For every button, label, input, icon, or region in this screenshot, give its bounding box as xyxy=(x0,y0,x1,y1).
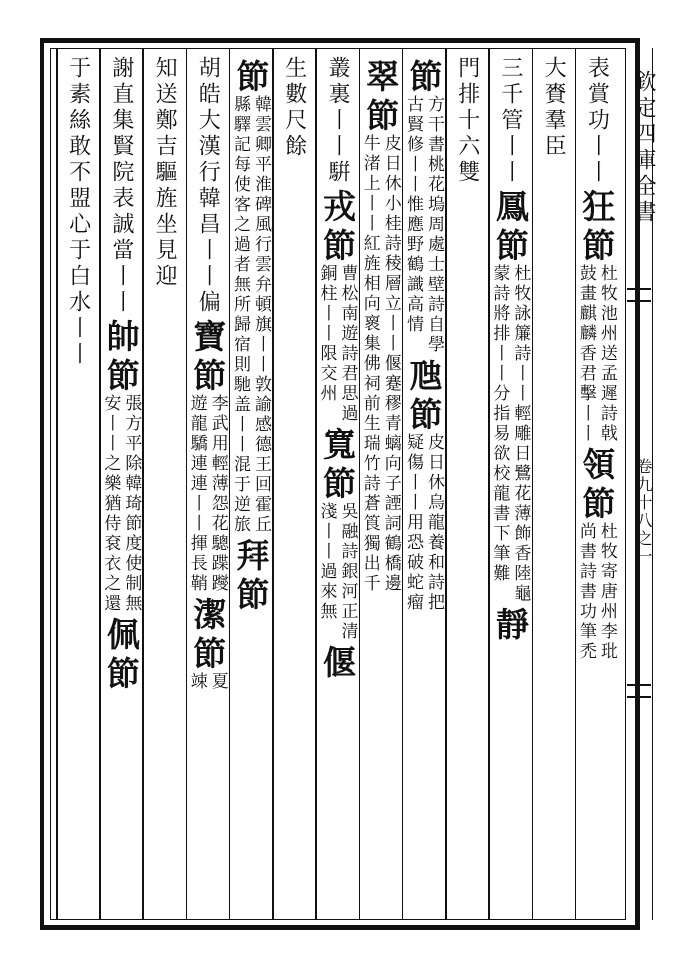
annotation-line: 杜牧詠簾詩丨丨輕雕日鷺花薄飾香陸龜 xyxy=(510,264,531,604)
text-column xyxy=(316,56,358,918)
heading-character: 節 xyxy=(188,636,228,670)
text-column xyxy=(575,56,617,918)
annotation-pair xyxy=(403,95,444,355)
book-title: 欽定四庫全書 xyxy=(631,70,656,226)
annotation-line: 古賢修丨丨惟應野鶴識高情 xyxy=(402,95,423,335)
annotation-line: 皮日休小桂詩稜層立丨丨偃蹇穋青螭向子諲詞鶴橋邊 xyxy=(380,134,401,594)
heading-character: 潔 xyxy=(188,597,228,631)
heading-character: 節 xyxy=(318,228,357,262)
annotation-line: 皮日休烏龍養和詩把 xyxy=(423,433,444,613)
heading-character: 狂 xyxy=(577,189,617,223)
annotation-line: 竦 xyxy=(186,672,207,692)
annotation-line: 疑傷丨丨用恐破蛇瘤 xyxy=(402,433,423,613)
text-column xyxy=(489,56,531,918)
heading-character: 節 xyxy=(188,358,228,392)
text-segment: 三千管丨丨 xyxy=(497,56,523,186)
column-rule xyxy=(532,48,534,920)
text-segment: 表賞功丨丨 xyxy=(584,56,610,186)
text-segment: 門排十六雙 xyxy=(454,56,480,186)
heading-character: 節 xyxy=(404,397,444,431)
heading-character: 虺 xyxy=(404,358,444,392)
annotation-line: 牛渚上丨丨紅旌相向褱集佛祠前生瑞竹詩蒼筤獨出千 xyxy=(359,134,380,594)
column-rule xyxy=(186,48,188,920)
annotation-pair xyxy=(317,264,358,424)
text-column xyxy=(186,56,228,918)
annotation-line: 夏 xyxy=(207,672,228,692)
page-margin-column xyxy=(626,48,656,920)
annotation-pair xyxy=(403,433,444,613)
fishtail-mark-top xyxy=(627,288,651,302)
heading-character: 偃 xyxy=(318,645,357,679)
heading-character: 翠 xyxy=(361,59,401,93)
heading-character: 戎 xyxy=(318,189,357,223)
heading-character: 節 xyxy=(231,577,271,611)
annotation-pair xyxy=(576,522,617,662)
text-column xyxy=(65,56,91,918)
annotation-line: 遊龍驕連連丨丨揮長鞘 xyxy=(186,394,207,594)
heading-character: 靜 xyxy=(490,607,530,641)
annotation-pair xyxy=(576,264,617,444)
volume-label: 卷九十八之一 xyxy=(634,458,653,566)
column-rule xyxy=(445,48,447,920)
heading-character: 寶 xyxy=(188,319,228,353)
annotation-line: 安丨丨之樂猶侍袞衣之還 xyxy=(100,394,121,614)
annotation-line: 尚書詩書功筆禿 xyxy=(575,522,596,662)
heading-character: 拜 xyxy=(231,538,271,572)
annotation-pair xyxy=(187,672,228,692)
annotation-pair xyxy=(360,134,401,594)
annotation-line: 李武用輕薄怨花驄蹀躞 xyxy=(207,394,228,594)
heading-character: 領 xyxy=(577,447,617,481)
annotation-line: 鼓畫麒麟香君擊丨丨 xyxy=(575,264,596,444)
heading-character: 節 xyxy=(577,486,617,520)
text-segment: 叢裏丨丨騈 xyxy=(325,56,350,186)
fishtail-mark-bottom xyxy=(627,684,651,698)
heading-character: 節 xyxy=(101,358,141,392)
heading-character: 節 xyxy=(318,466,357,500)
heading-character: 帥 xyxy=(101,319,141,353)
column-rule xyxy=(142,48,144,920)
heading-character: 鳳 xyxy=(490,189,530,223)
annotation-line: 杜牧寄唐州李玭 xyxy=(596,522,617,662)
heading-character: 佩 xyxy=(101,617,141,651)
text-segment: 胡皓大漢行韓昌丨丨偏 xyxy=(195,56,221,316)
annotation-line: 縣驛記每使客之過者無所歸宿則馳盖丨丨混于逆旅 xyxy=(230,95,251,535)
column-rule xyxy=(488,48,490,920)
column-rule xyxy=(315,48,317,920)
annotation-line: 銅柱丨丨限交州 xyxy=(316,264,337,404)
text-column xyxy=(100,56,142,918)
text-segment: 生數尺餘 xyxy=(281,56,307,160)
heading-character: 節 xyxy=(101,656,141,690)
text-segment: 知送鄭吉驅旌坐見迎 xyxy=(152,56,178,290)
annotation-pair xyxy=(317,502,358,642)
heading-character: 節 xyxy=(231,59,271,93)
annotation-line: 曹松南遊詩君思過 xyxy=(337,264,358,424)
text-column xyxy=(454,56,480,918)
column-rule xyxy=(575,48,577,920)
annotation-pair xyxy=(489,264,530,604)
column-rule xyxy=(359,48,361,920)
text-column xyxy=(151,56,177,918)
annotation-line: 淺丨丨過來無 xyxy=(316,502,337,622)
text-column xyxy=(230,56,272,918)
annotation-pair xyxy=(230,95,271,535)
annotation-line: 吳融詩銀河正清 xyxy=(337,502,358,642)
column-rule xyxy=(272,48,274,920)
text-segment: 謝直集賢院表誠當丨丨 xyxy=(108,56,134,316)
text-column xyxy=(540,56,566,918)
text-column xyxy=(359,56,401,918)
heading-character: 節 xyxy=(404,59,444,93)
annotation-line: 張方平除韓琦節度使制無 xyxy=(121,394,142,614)
heading-character: 節 xyxy=(577,228,617,262)
column-rule xyxy=(99,48,101,920)
text-column xyxy=(402,56,444,918)
column-rule xyxy=(56,48,58,920)
column-rule xyxy=(229,48,231,920)
column-rule xyxy=(402,48,404,920)
heading-character: 節 xyxy=(490,228,530,262)
text-segment: 大賚羣臣 xyxy=(541,56,567,160)
annotation-pair xyxy=(100,394,141,614)
heading-character: 節 xyxy=(361,98,401,132)
annotation-line: 杜牧池州送孟遲詩戟 xyxy=(596,264,617,444)
annotation-pair xyxy=(187,394,228,594)
text-segment: 于素絲敢不盟心于白水丨丨 xyxy=(65,56,91,368)
heading-character: 寬 xyxy=(318,427,357,461)
annotation-line: 蒙詩將排丨丨分指易欲校龍書下筆難 xyxy=(489,264,510,584)
text-column xyxy=(281,56,307,918)
annotation-line: 韓雲卿平淮碑風行雲弁頓旗丨丨敦諭感德王回霍丘 xyxy=(251,95,272,535)
annotation-line: 方干書桃花塢周處士壁詩自學 xyxy=(423,95,444,355)
